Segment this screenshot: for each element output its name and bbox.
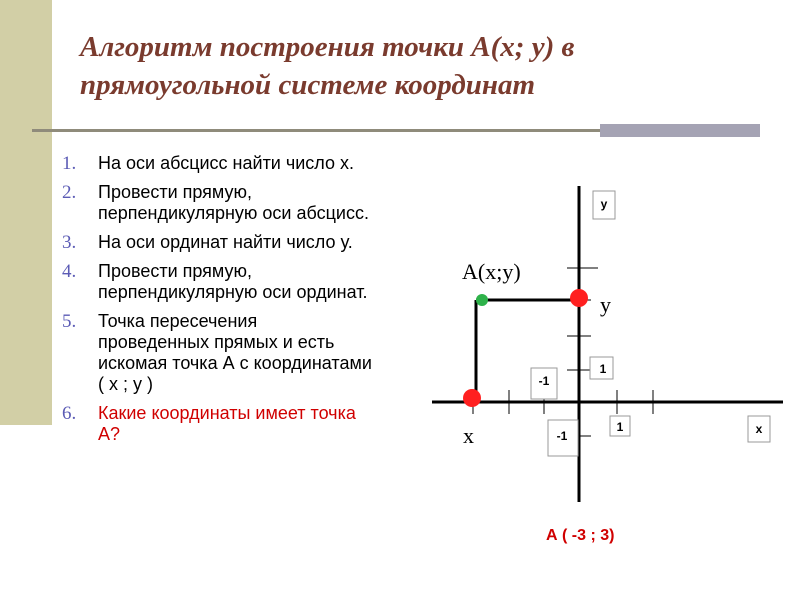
step-text: Точка пересечения проведенных прямых и есть искомая точка А с координатами ( х ; у ) bbox=[98, 311, 402, 394]
step-number: 5. bbox=[62, 311, 77, 332]
step-text: Провести прямую, перпендикулярную оси ординат. bbox=[98, 261, 368, 302]
step-number: 1. bbox=[62, 153, 77, 174]
axis-x-label: х bbox=[755, 422, 763, 436]
tick-plus1-y-box bbox=[590, 357, 613, 379]
step-number: 2. bbox=[62, 182, 77, 203]
answer-label: А ( -3 ; 3) bbox=[546, 527, 615, 544]
tick-minus1-x-box bbox=[531, 368, 557, 399]
axis-y-label-box bbox=[593, 191, 615, 219]
tick-plus1-y-label: 1 bbox=[599, 362, 607, 376]
tick-minus1-y-label: -1 bbox=[556, 429, 568, 443]
slide-title: Алгоритм построения точки А(х; у) в прямоугольной системе координат bbox=[80, 31, 575, 101]
point-a bbox=[476, 294, 488, 306]
x-axis-point bbox=[463, 389, 481, 407]
x-value-label: х bbox=[463, 423, 474, 448]
y-value-label: у bbox=[600, 292, 611, 317]
tick-plus1-x-label: 1 bbox=[616, 420, 624, 434]
step-number: 3. bbox=[62, 232, 77, 253]
axis-x-label-box bbox=[748, 416, 770, 442]
step-number: 4. bbox=[62, 261, 77, 282]
tick-minus1-x-label: -1 bbox=[538, 374, 550, 388]
y-axis-point bbox=[570, 289, 588, 307]
tick-plus1-x-box bbox=[610, 416, 630, 436]
step-text: На оси абсцисс найти число х. bbox=[98, 153, 355, 173]
axis-y-label: у bbox=[600, 197, 608, 211]
point-a-label: А(х;у) bbox=[462, 259, 521, 284]
step-text: Провести прямую, перпендикулярную оси абсцисс. bbox=[98, 182, 369, 223]
tick-minus1-y-box bbox=[548, 420, 578, 456]
step-text: На оси ординат найти число у. bbox=[98, 232, 353, 252]
step-text: Какие координаты имеет точка А? bbox=[98, 403, 361, 444]
step-number: 6. bbox=[62, 403, 77, 424]
